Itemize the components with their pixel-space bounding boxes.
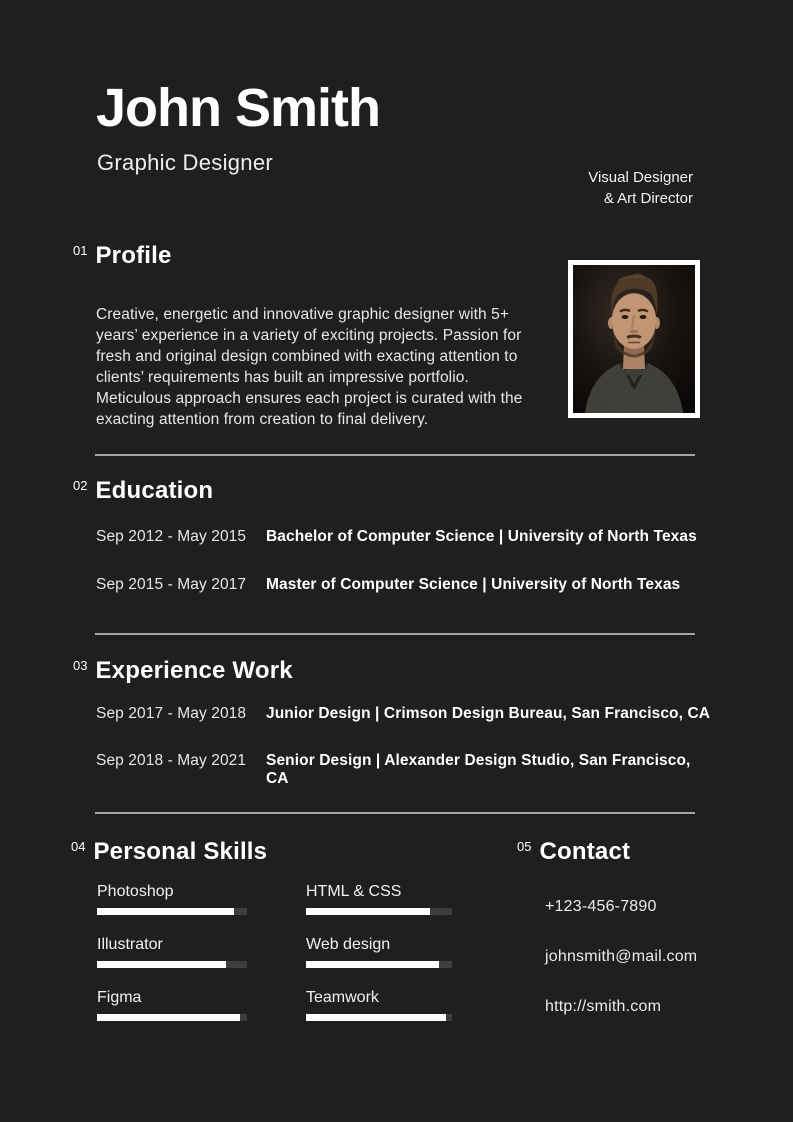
skill-label: Teamwork xyxy=(306,989,379,1006)
skill-bar-track xyxy=(97,908,247,915)
skill-bar-fill xyxy=(306,908,430,915)
section-divider xyxy=(95,454,695,456)
section-title: Education xyxy=(95,477,214,504)
education-section-heading xyxy=(73,477,213,505)
skill-item xyxy=(97,936,247,968)
skill-bar-track xyxy=(306,961,452,968)
experience-row xyxy=(96,752,716,788)
skill-label: HTML & CSS xyxy=(306,883,402,900)
skill-label: Web design xyxy=(306,936,391,953)
profile-photo xyxy=(568,260,700,418)
tagline xyxy=(588,167,693,209)
skill-bar-fill xyxy=(97,908,234,915)
person-job-title: Graphic Designer xyxy=(97,150,273,175)
skill-bar-fill xyxy=(97,961,226,968)
skill-bar-fill xyxy=(97,1014,240,1021)
skill-bar-fill xyxy=(306,1014,446,1021)
skill-item xyxy=(97,989,247,1021)
person-name: John Smith xyxy=(96,78,380,138)
contact-website: http://smith.com xyxy=(545,998,662,1015)
skill-label: Photoshop xyxy=(97,883,174,900)
section-number: 03 xyxy=(73,658,88,673)
skill-bar-fill xyxy=(306,961,439,968)
section-title: Personal Skills xyxy=(93,838,268,865)
section-title: Experience Work xyxy=(95,657,293,684)
skill-item xyxy=(97,883,247,915)
experience-dates: Sep 2018 - May 2021 xyxy=(96,752,247,769)
portrait-illustration xyxy=(573,265,695,413)
education-row xyxy=(96,576,716,594)
skills-column-left xyxy=(97,883,247,1042)
education-description: Master of Computer Science | University of North Texas xyxy=(266,576,681,593)
skills-section-heading xyxy=(71,838,267,866)
section-number: 02 xyxy=(73,478,88,493)
profile-text: Creative, energetic and innovative graphic designer with 5+ years’ experience in a variety of exciting projects. Passion for fresh and original design combined with exacting attention to clients’ requirements has built an impressive portfolio. Meticulous approach ensures each project is curated with the exacting attention from creation to final delivery. xyxy=(96,305,523,428)
skill-label: Figma xyxy=(97,989,142,1006)
tagline-line-1: Visual Designer xyxy=(588,169,693,186)
skill-bar-track xyxy=(306,1014,452,1021)
education-row xyxy=(96,528,716,546)
skill-label: Illustrator xyxy=(97,936,163,953)
education-description: Bachelor of Computer Science | University of North Texas xyxy=(266,528,697,545)
education-dates: Sep 2015 - May 2017 xyxy=(96,576,247,593)
section-number: 05 xyxy=(517,839,532,854)
section-divider xyxy=(95,633,695,635)
experience-description: Junior Design | Crimson Design Bureau, San Francisco, CA xyxy=(266,705,711,722)
experience-section-heading xyxy=(73,657,293,685)
profile-section-heading xyxy=(73,242,172,270)
skill-bar-track xyxy=(306,908,452,915)
section-title: Profile xyxy=(95,242,172,269)
contact-phone: +123-456-7890 xyxy=(545,898,657,915)
contact-section-heading xyxy=(517,838,630,866)
section-divider xyxy=(95,812,695,814)
skill-item xyxy=(306,883,452,915)
skill-bar-track xyxy=(97,961,247,968)
section-title: Contact xyxy=(539,838,631,865)
experience-row xyxy=(96,705,716,723)
tagline-line-2: & Art Director xyxy=(603,190,693,207)
section-number: 04 xyxy=(71,839,86,854)
skill-item xyxy=(306,989,452,1021)
skill-item xyxy=(306,936,452,968)
experience-dates: Sep 2017 - May 2018 xyxy=(96,705,247,722)
contact-email: johnsmith@mail.com xyxy=(545,948,698,965)
education-dates: Sep 2012 - May 2015 xyxy=(96,528,247,545)
section-number: 01 xyxy=(73,243,88,258)
skills-column-right xyxy=(306,883,452,1042)
skill-bar-track xyxy=(97,1014,247,1021)
contact-list xyxy=(545,898,697,1048)
experience-description: Senior Design | Alexander Design Studio, San Francisco, CA xyxy=(266,752,691,787)
